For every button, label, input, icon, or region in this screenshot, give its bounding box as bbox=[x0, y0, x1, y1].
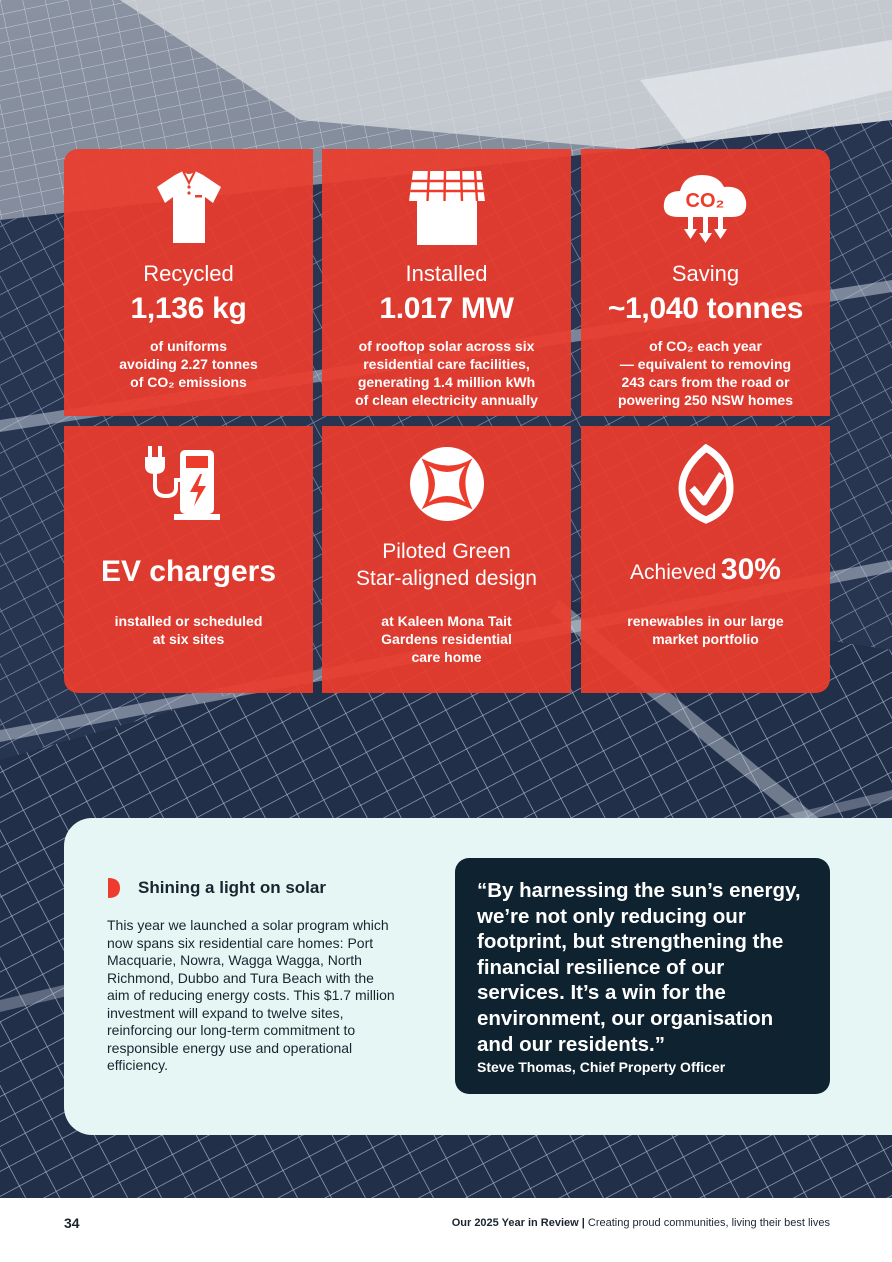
page-number: 34 bbox=[64, 1215, 80, 1231]
publication-title: Our 2025 Year in Review bbox=[451, 1217, 579, 1229]
desc-line: powering 250 NSW homes bbox=[617, 392, 794, 408]
tile-recycled-uniforms bbox=[64, 149, 313, 416]
desc-line: residential care facilities, bbox=[363, 356, 530, 372]
desc-line: avoiding 2.27 tonnes bbox=[119, 356, 258, 372]
tile-value: 1,136 kg bbox=[130, 292, 247, 325]
quote-text: “By harnessing the sun’s energy, we’re not only reducing our footprint, but strengthening the financial resilience of our services. It’s a win for the environment, our organisation and our residents.” bbox=[477, 879, 801, 1056]
desc-line: generating 1.4 million kWh bbox=[357, 374, 536, 390]
tile-description bbox=[334, 337, 559, 409]
tile-label: Recycled bbox=[143, 261, 234, 286]
co2-icon-text: CO₂ bbox=[685, 190, 724, 212]
desc-line: at six sites bbox=[152, 631, 225, 647]
tile-description bbox=[593, 337, 818, 409]
tile-description bbox=[334, 612, 559, 666]
desc-line: of clean electricity annually bbox=[355, 392, 538, 408]
desc-line: of rooftop solar across six bbox=[358, 338, 535, 354]
panel-title: Shining a light on solar bbox=[138, 878, 326, 897]
stat-tiles-grid bbox=[64, 149, 830, 693]
desc-line: of CO₂ emissions bbox=[130, 374, 247, 390]
co2-cloud-icon bbox=[658, 167, 754, 247]
tile-value: 1.017 MW bbox=[379, 292, 514, 325]
desc-line: installed or scheduled bbox=[114, 613, 263, 629]
tile-value: EV chargers bbox=[100, 555, 277, 588]
solar-info-panel bbox=[64, 818, 892, 1135]
tile-description bbox=[593, 612, 818, 648]
tile-description bbox=[76, 612, 301, 648]
desc-line: of uniforms bbox=[150, 338, 227, 354]
tile-label: Achieved bbox=[630, 561, 717, 584]
tile-label: Saving bbox=[671, 261, 740, 286]
tile-green-star bbox=[322, 426, 571, 693]
tile-co2-saving bbox=[581, 149, 830, 416]
footer-separator: | bbox=[578, 1217, 588, 1229]
polo-shirt-icon bbox=[149, 167, 229, 247]
label-line: Star-aligned design bbox=[356, 567, 537, 590]
tile-label: Installed bbox=[405, 261, 488, 286]
quote-author: Steve Thomas, Chief Property Officer bbox=[477, 1059, 726, 1076]
ev-charger-icon bbox=[144, 444, 234, 524]
tile-ev-chargers bbox=[64, 426, 313, 693]
tile-renewables bbox=[581, 426, 830, 693]
desc-line: 243 cars from the road or bbox=[621, 374, 790, 390]
tile-description bbox=[76, 337, 301, 391]
tile-installed-solar bbox=[322, 149, 571, 416]
half-circle-marker-icon bbox=[108, 878, 120, 898]
desc-line: care home bbox=[411, 649, 482, 665]
quote-box bbox=[455, 858, 830, 1094]
label-line: Piloted Green bbox=[382, 540, 511, 563]
tile-label bbox=[322, 538, 571, 592]
desc-line: Gardens residential bbox=[381, 631, 512, 647]
tile-achievement bbox=[581, 552, 830, 593]
panel-body-text: This year we launched a solar program which now spans six residential care homes: Port Macquarie, Nowra, Wagga Wagga, North Richmond, Dubbo and Tura Beach with the aim of reducing energy costs. This $1.7 million investment will expand to twelve sites, reinforcing our long-term commitment to responsible energy use and operational efficiency. bbox=[107, 917, 395, 1073]
tile-value: ~1,040 tonnes bbox=[607, 292, 804, 325]
green-star-icon bbox=[407, 444, 487, 524]
footer-tagline: Creating proud communities, living their best lives bbox=[587, 1217, 830, 1229]
greenpower-check-icon bbox=[666, 444, 746, 524]
desc-line: — equivalent to removing bbox=[619, 356, 792, 372]
tile-value: 30% bbox=[720, 553, 781, 586]
page-footer bbox=[0, 1198, 892, 1262]
desc-line: at Kaleen Mona Tait bbox=[381, 613, 512, 629]
solar-panel-icon bbox=[407, 167, 487, 247]
footer-text bbox=[452, 1217, 830, 1229]
desc-line: renewables in our large bbox=[627, 613, 784, 629]
desc-line: market portfolio bbox=[652, 631, 759, 647]
desc-line: of CO₂ each year bbox=[649, 338, 762, 354]
